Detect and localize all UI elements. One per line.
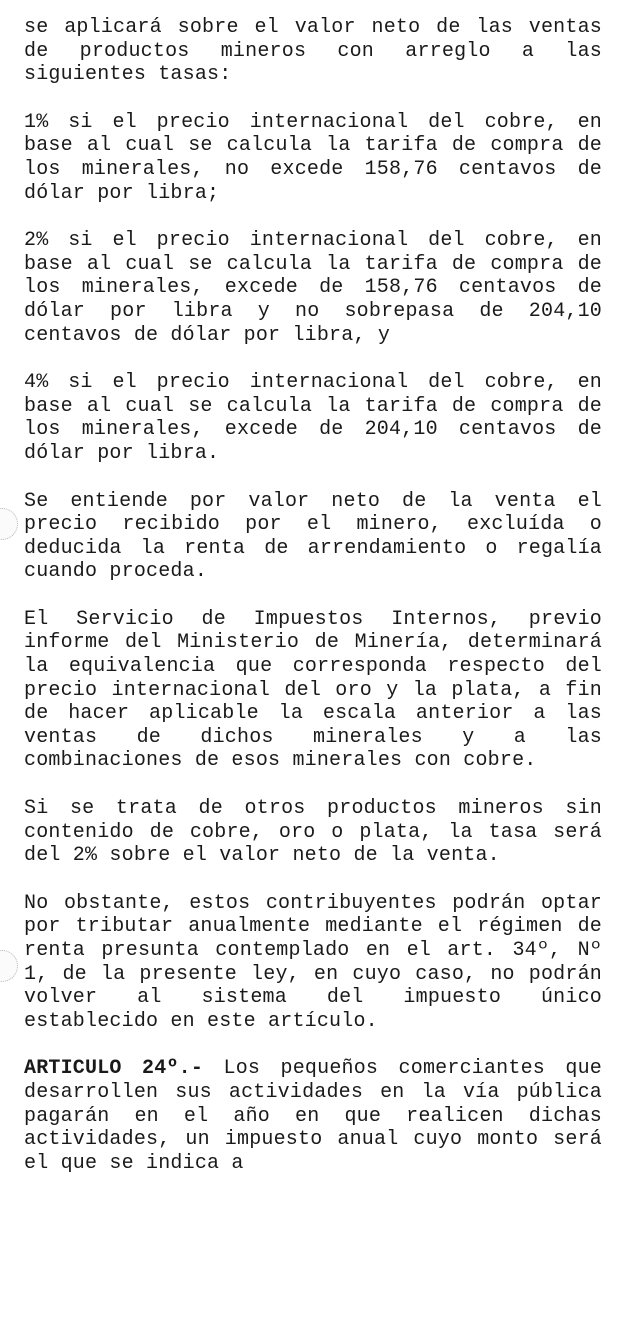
paragraph-rate-1-percent: 1% si el precio internacional del cobre, en base al cual se calcula la tarifa de compra de los minerales, no excede 158,76 centavos de dólar por libra; (24, 110, 602, 205)
paragraph-other-products: Si se trata de otros productos mineros sin contenido de cobre, oro o plata, la tasa será del 2% sobre el valor neto de la venta. (24, 797, 602, 868)
paragraph-presumed-income-option: No obstante, estos contribuyentes podrán optar por tributar anualmente mediante el régimen de renta presunta contemplado en el art. 34º, Nº 1, de la presente ley, en cuyo caso, no podrán volver al sistema del impuesto único establecido en este artículo. (24, 891, 602, 1033)
paragraph-rates-intro: se aplicará sobre el valor neto de las ventas de productos mineros con arreglo a las siguientes tasas: (24, 16, 602, 87)
paragraph-gold-silver-equivalence: El Servicio de Impuestos Internos, previo informe del Ministerio de Minería, determinará la equivalencia que corresponda respecto del precio internacional del oro y la plata, a fin de hacer aplicable la escala anterior a las ventas de dichos minerales y a las combinaciones de esos minerales con cobre. (24, 607, 602, 773)
paragraph-net-value-definition: Se entiende por valor neto de la venta el precio recibido por el minero, excluída o deducida la renta de arrendamiento o regalía cuando proceda. (24, 489, 602, 584)
article-text: Los pequeños comerciantes que desarrollen sus actividades en la vía pública pagarán en el año en que realicen dichas actividades, un impuesto anual cuyo monto será el que se indica a (24, 1057, 603, 1175)
punch-hole-mark (0, 950, 18, 982)
article-heading: ARTICULO 24º.- (24, 1057, 204, 1081)
paragraph-rate-4-percent: 4% si el precio internacional del cobre, en base al cual se calcula la tarifa de compra de los minerales, excede de 204,10 centavos de dólar por libra. (24, 371, 602, 465)
punch-hole-mark (0, 508, 18, 540)
document-page (24, 16, 602, 1175)
paragraph-article-24 (24, 1057, 602, 1175)
paragraph-rate-2-percent: 2% si el precio internacional del cobre, en base al cual se calcula la tarifa de compra de los minerales, excede de 158,76 centavos de dólar por libra y no sobrepasa de 204,10 centavos de dólar por libra, y (24, 229, 602, 347)
